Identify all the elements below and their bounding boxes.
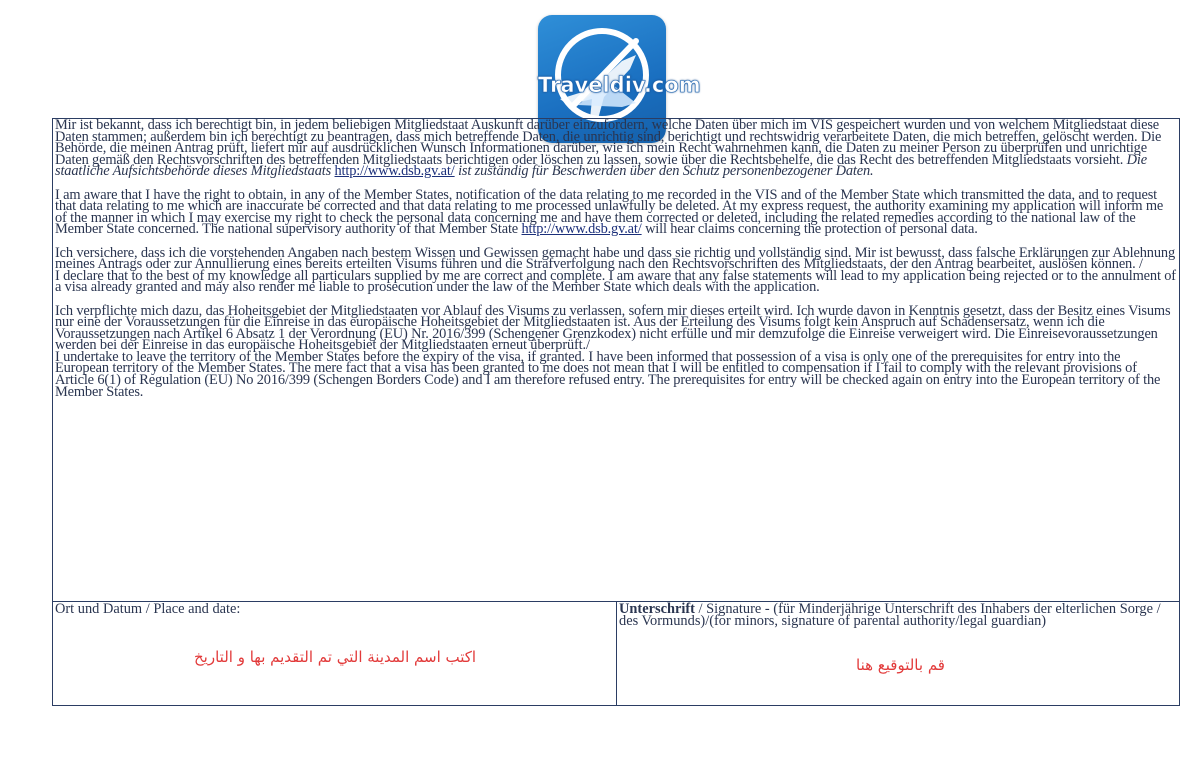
dsb-link-en[interactable]: http://www.dsb.gv.at/ (521, 221, 642, 238)
paragraph-departure-en: I undertake to leave the territory of the Member States before the expiry of the visa, if granted. I have been informed that possession of a visa is only one of the prerequisites for entry into the European territory of the Member States. The mere fact that a visa has been granted to me does not mean that I will be entitled to compensation if I fail to comply with the relevant provisions of Article 6(1) of Regulation (EU) No 2016/399 (Schengen Borders Code) and I am therefore refused entry. The prerequisites for entry will be checked again on entry into the European territory of the Member States. (55, 348, 1161, 400)
dsb-link-de[interactable]: http://www.dsb.gv.at/ (334, 163, 455, 180)
paragraph-data-rights-de: Mir ist bekannt, dass ich berechtigt bin, in jedem beliebigen Mitgliedstaat Auskunft darüber einzufordern, welche Daten über mich im VIS gespeichert wurden und von welchem Mitgliedstaat diese Daten stammen; außerdem bin ich berechtigt zu beantragen, dass mich betreffende Daten, die unrichtig sind, berichtigt und rechtswidrig verarbeitete Daten, die mich betreffen, gelöscht werden. Die Behörde, die meinen Antrag prüft, liefert mir auf ausdrücklichen Wunsch Informationen darüber, wie ich mein Recht wahrnehmen kann, die Daten zu meiner Person zu überprüfen und unrichtige Daten gemäß den Rechtsvorschriften des betreffenden Mitgliedstaats berichtigen oder löschen zu lassen, sowie über die Rechtsbehelfe, die das Recht des betreffenden Mitgliedstaats vorsieht. Die staatliche Aufsichtsbehörde dieses Mitgliedstaats http://www.dsb.gv.at/ ist zuständig für Beschwerden über den Schutz personenbezogener Daten. (55, 117, 1162, 180)
place-date-hint: اكتب اسم المدينة التي تم التقديم بها و التاريخ (194, 648, 477, 666)
declaration-text (53, 119, 1179, 602)
paragraph-truthfulness-de: Ich versichere, dass ich die vorstehenden Angaben nach bestem Wissen und Gewissen gemacht habe und dass sie richtig und vollständig sind. Mir ist bewusst, dass falsche Erklärungen zur Ablehnung meines Antrags oder zur Annullierung eines bereits erteilten Visums führen und die Strafverfolgung nach den Rechtsvorschriften des Mitgliedstaats, der den Antrag bearbeitet, auslösen können. / (55, 244, 1175, 273)
signature-hint: قم بالتوقيع هنا (856, 656, 945, 674)
signature-field[interactable] (617, 602, 1179, 705)
paragraph-departure-de: Ich verpflichte mich dazu, das Hoheitsgebiet der Mitgliedstaaten vor Ablauf des Visums zu verlassen, sofern mir dieses erteilt wird. Ich wurde davon in Kenntnis gesetzt, dass der Besitz eines Visums nur eine der Voraussetzungen für die Einreise in das europäische Hoheitsgebiet der Mitgliedstaaten ist. Aus der Erteilung des Visums folgt kein Anspruch auf Schadensersatz, wenn ich die Voraussetzungen nach Artikel 6 Absatz 1 der Verordnung (EU) Nr. 2016/399 (Schengener Grenzkodex) nicht erfülle und mir demzufolge die Einreise verweigert wird. Die Einreisevoraussetzungen werden bei der Einreise in das europäische Hoheitsgebiet der Mitgliedstaaten erneut überprüft./ (55, 302, 1171, 354)
signature-label-bold: Unterschrift (619, 601, 695, 617)
signature-label: / Signature - (für Minderjährige Unterschrift des Inhabers der elterlichen Sorge / des Vormunds)/(for minors, signature of parental authority/legal guardian) (619, 601, 1161, 629)
paragraph-data-rights-en: I am aware that I have the right to obtain, in any of the Member States, notification of the data relating to me recorded in the VIS and of the Member State which transmitted the data, and to request that data relating to me which are inaccurate be corrected and that data relating to me processed unlawfully be deleted. At my express request, the authority examining my application will inform me of the manner in which I may exercise my right to check the personal data concerning me and have them corrected or deleted, including the related remedies according to the national law of the Member State concerned. The national supervisory authority of that Member State http://www.dsb.gv.at/ will hear claims concerning the protection of personal data. (55, 186, 1164, 238)
declaration-form (52, 118, 1180, 706)
paragraph-truthfulness-en: I declare that to the best of my knowledge all particulars supplied by me are correct and complete. I am aware that any false statements will lead to my application being rejected or to the annulment of a visa already granted and may also render me liable to prosecution under the law of the Member State which deals with the application. (55, 267, 1176, 296)
logo-text: Traveldiv.com (538, 73, 701, 97)
place-date-label: Ort und Datum / Place and date: (55, 601, 241, 617)
